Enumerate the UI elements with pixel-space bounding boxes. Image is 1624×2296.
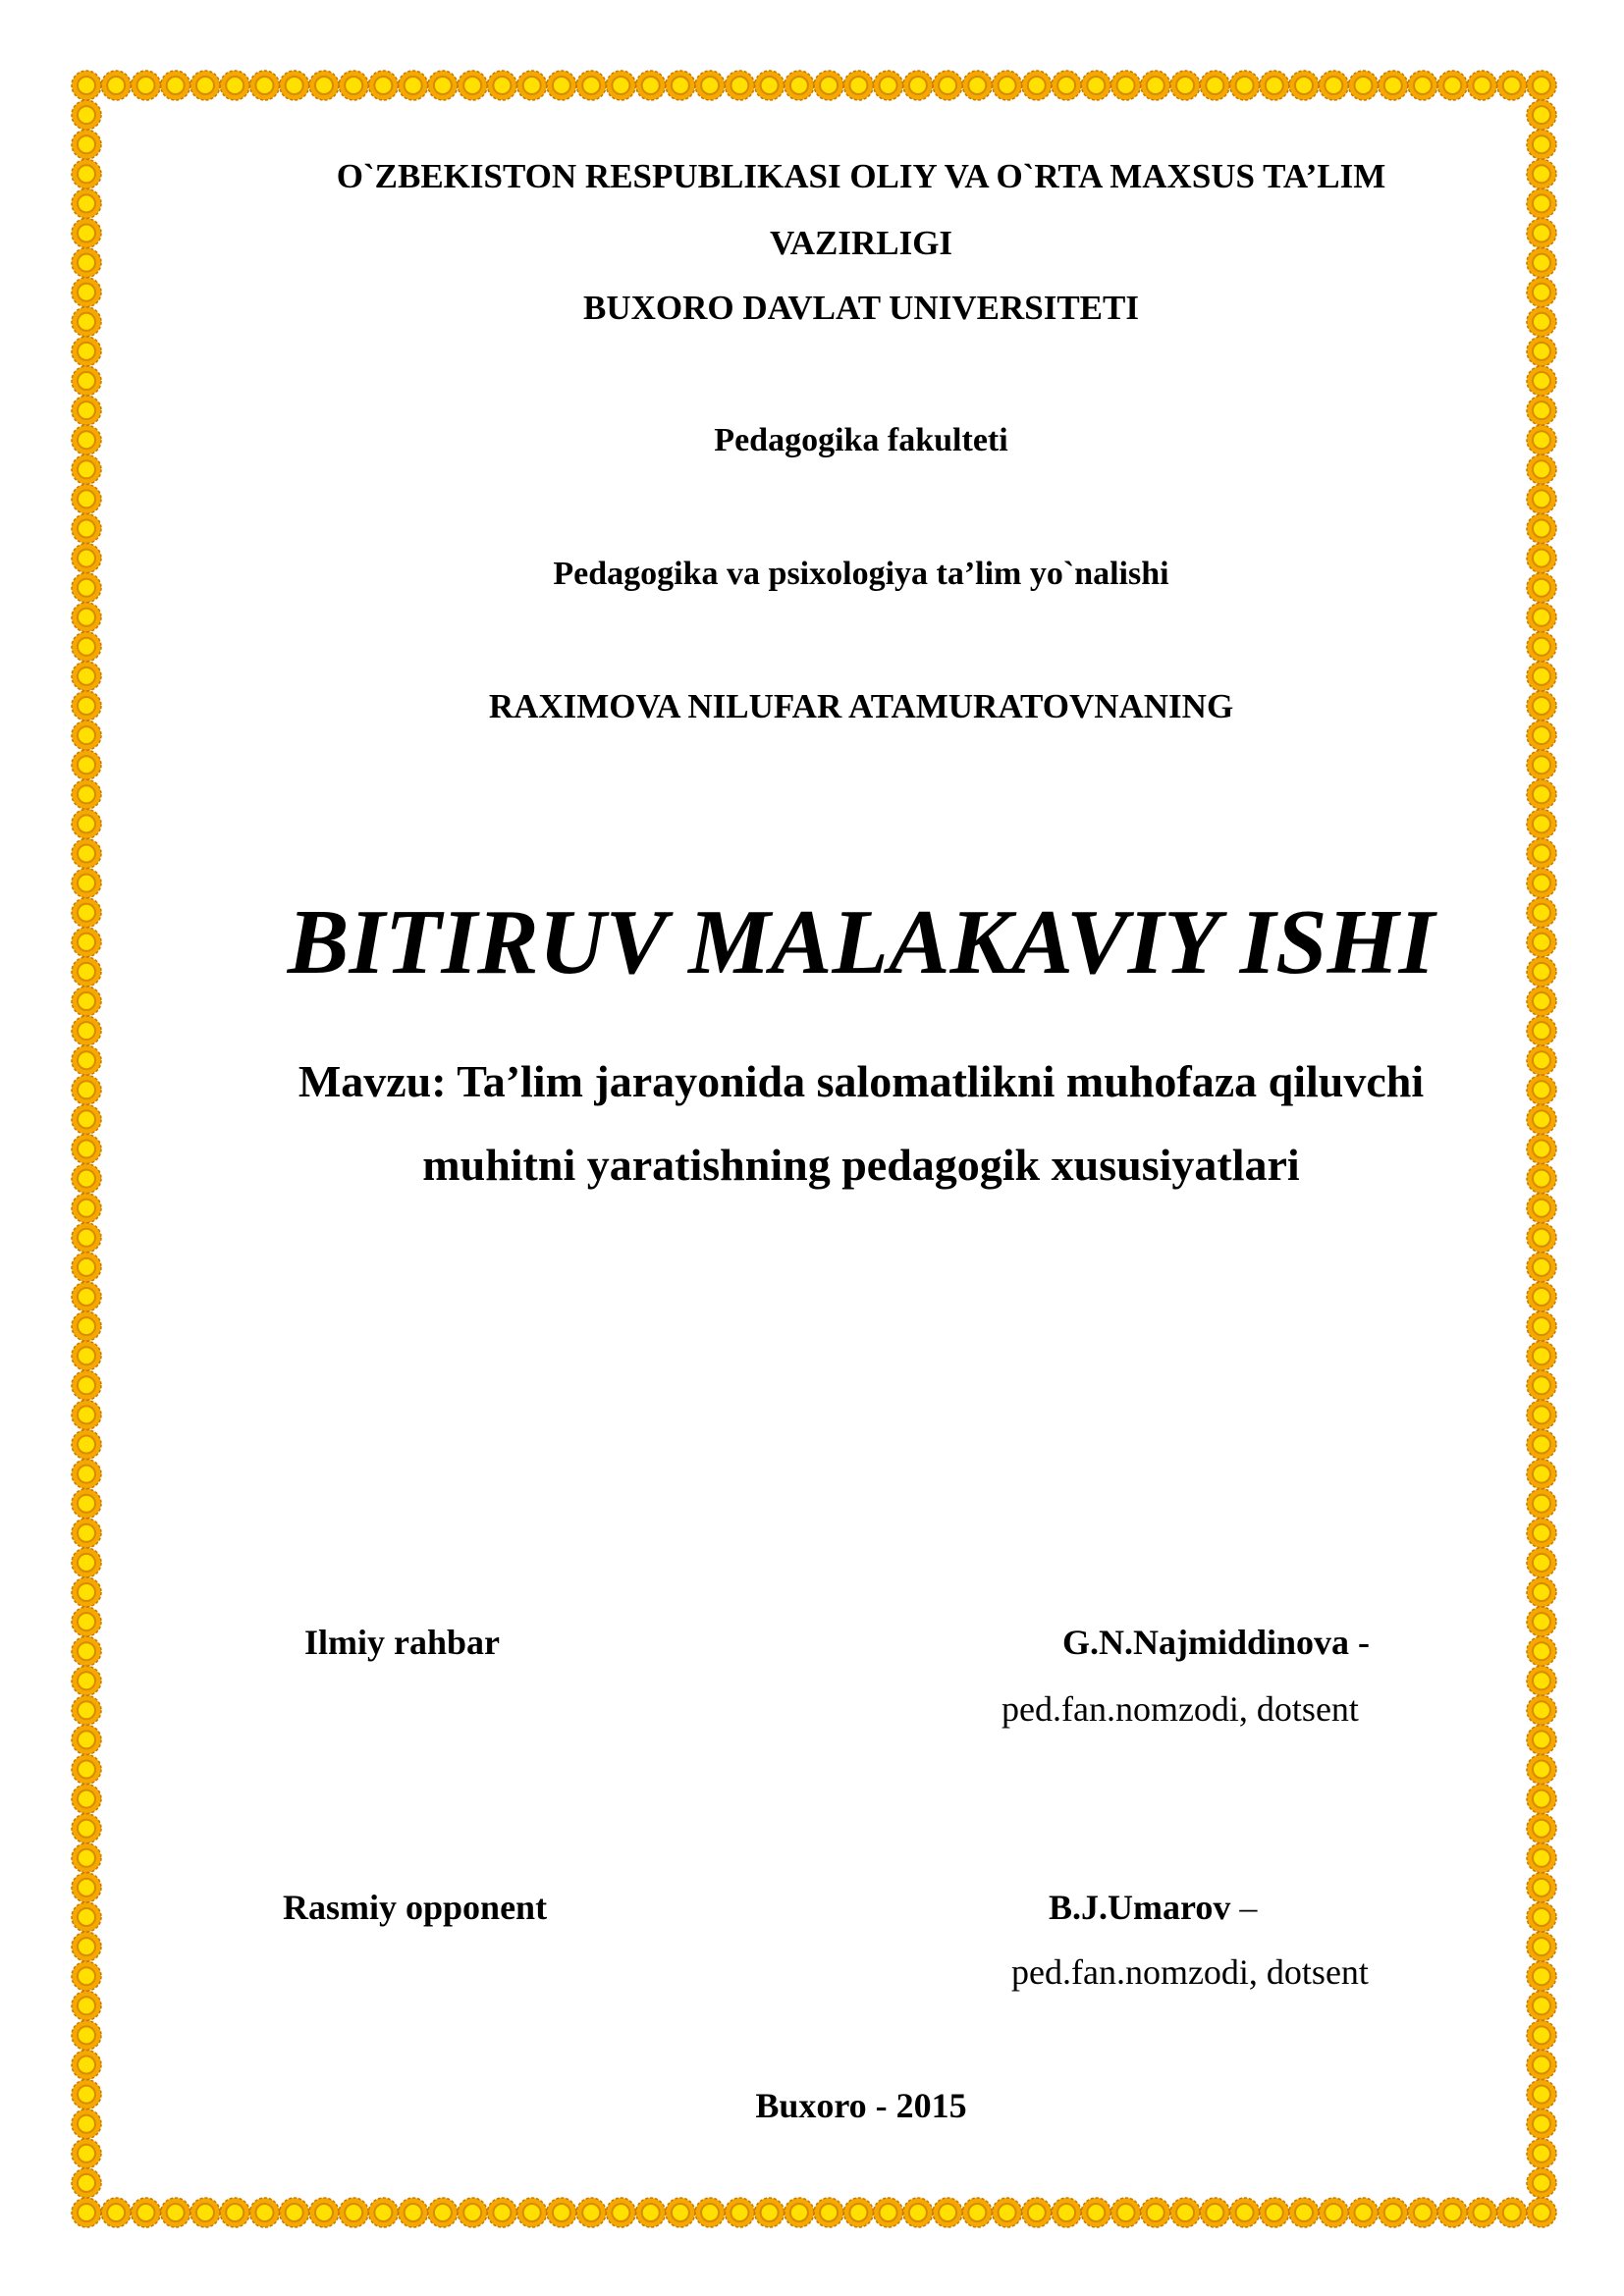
sun-icon — [933, 71, 962, 100]
sun-icon — [755, 71, 785, 100]
document-type-title: BITIRUV MALAKAVIY ISHI — [287, 891, 1435, 993]
sun-icon — [72, 1725, 101, 1754]
sun-icon — [101, 71, 131, 100]
sun-icon — [547, 71, 576, 100]
sun-icon — [1527, 1548, 1556, 1577]
sun-icon — [72, 809, 101, 838]
sun-icon — [428, 2198, 458, 2227]
sun-icon — [72, 1607, 101, 1636]
sun-icon — [1437, 2198, 1467, 2227]
sun-icon — [1111, 2198, 1141, 2227]
sun-icon — [1349, 2198, 1379, 2227]
sun-icon — [72, 1223, 101, 1253]
sun-icon — [814, 71, 843, 100]
sun-icon — [636, 71, 666, 100]
sun-icon — [1289, 71, 1319, 100]
sun-icon — [72, 1194, 101, 1223]
sun-icon — [1022, 71, 1052, 100]
sun-icon — [1527, 1400, 1556, 1429]
sun-icon — [72, 1341, 101, 1370]
sun-icon — [1527, 1843, 1556, 1873]
city-year: Buxoro - 2015 — [755, 2086, 967, 2125]
sun-icon — [1527, 632, 1556, 662]
sun-icon — [1527, 1785, 1556, 1814]
sun-icon — [72, 1430, 101, 1460]
sun-icon — [339, 2198, 368, 2227]
sun-icon — [636, 2198, 666, 2227]
sun-icon — [725, 2198, 754, 2227]
sun-icon — [962, 71, 992, 100]
sun-icon — [72, 1873, 101, 1902]
sun-icon — [576, 2198, 606, 2227]
sun-icon — [874, 71, 903, 100]
sun-icon — [132, 2198, 161, 2227]
sun-icon — [309, 2198, 339, 2227]
sun-icon — [517, 71, 547, 100]
sun-icon — [1527, 1961, 1556, 1991]
sun-icon — [1497, 2198, 1527, 2227]
sun-icon — [72, 2198, 101, 2227]
sun-icon — [399, 2198, 428, 2227]
sun-icon — [250, 2198, 280, 2227]
university-name: BUXORO DAVLAT UNIVERSITETI — [583, 289, 1139, 327]
sun-icon — [1349, 71, 1379, 100]
sun-icon — [72, 130, 101, 159]
sun-icon — [1527, 1666, 1556, 1695]
sun-icon — [72, 1548, 101, 1577]
sun-icon — [993, 2198, 1022, 2227]
sun-icon — [576, 71, 606, 100]
sun-icon — [785, 2198, 814, 2227]
sun-icon — [487, 71, 516, 100]
supervisor-name: G.N.Najmiddinova - — [1062, 1623, 1371, 1662]
topic-line-2: muhitni yaratishning pedagogik xususiyatlari — [422, 1140, 1300, 1190]
sun-icon — [1527, 1725, 1556, 1754]
opponent-name: B.J.Umarov — [1049, 1888, 1231, 1927]
sun-icon — [1527, 750, 1556, 779]
sun-icon — [1527, 366, 1556, 396]
sun-icon — [1497, 71, 1527, 100]
sun-icon — [666, 71, 695, 100]
sun-icon — [666, 2198, 695, 2227]
supervisor-role: Ilmiy rahbar — [304, 1623, 501, 1662]
ministry-line-2: VAZIRLIGI — [769, 224, 953, 262]
sun-icon — [1527, 1932, 1556, 1961]
sun-icon — [101, 2198, 131, 2227]
sun-icon — [1081, 2198, 1110, 2227]
sun-icon — [72, 1282, 101, 1311]
opponent-name-line — [1049, 1887, 1257, 1928]
sun-icon — [72, 71, 101, 100]
sun-icon — [72, 2139, 101, 2168]
sun-icon — [1527, 779, 1556, 809]
sun-icon — [1408, 2198, 1437, 2227]
sun-icon — [1527, 1814, 1556, 1843]
sun-icon — [1379, 71, 1408, 100]
sun-icon — [339, 71, 368, 100]
sun-icon — [399, 71, 428, 100]
sun-icon — [1527, 1755, 1556, 1785]
sun-icon — [1527, 2051, 1556, 2080]
sun-icon — [72, 337, 101, 366]
sun-icon — [487, 2198, 516, 2227]
sun-icon — [72, 396, 101, 425]
direction-name: Pedagogika va psixologiya ta’lim yo`nalishi — [553, 556, 1169, 592]
sun-icon — [190, 71, 220, 100]
sun-icon — [1141, 71, 1170, 100]
opponent-title: ped.fan.nomzodi, dotsent — [1011, 1952, 1369, 1992]
sun-icon — [1319, 71, 1348, 100]
sun-icon — [1527, 1016, 1556, 1045]
author-name: RAXIMOVA NILUFAR ATAMURATOVNANING — [488, 687, 1234, 725]
sun-icon — [1527, 1253, 1556, 1282]
sun-icon — [72, 1695, 101, 1725]
sun-icon — [72, 1104, 101, 1134]
sun-icon — [1527, 514, 1556, 544]
sun-icon — [1170, 71, 1200, 100]
sun-icon — [1527, 1695, 1556, 1725]
sun-icon — [72, 100, 101, 130]
sun-icon — [220, 71, 249, 100]
sun-icon — [72, 1843, 101, 1873]
sun-icon — [1022, 2198, 1052, 2227]
supervisor-title: ped.fan.nomzodi, dotsent — [1001, 1689, 1359, 1729]
sun-icon — [72, 603, 101, 632]
sun-icon — [72, 1636, 101, 1666]
sun-icon — [72, 1666, 101, 1695]
opponent-dash: – — [1230, 1888, 1258, 1927]
sun-icon — [72, 1460, 101, 1489]
sun-icon — [1289, 2198, 1319, 2227]
sun-icon — [843, 2198, 873, 2227]
sun-icon — [1527, 1636, 1556, 1666]
sun-icon — [1527, 1489, 1556, 1519]
sun-icon — [1527, 1311, 1556, 1341]
sun-icon — [843, 71, 873, 100]
sun-icon — [1052, 71, 1081, 100]
sun-icon — [280, 2198, 309, 2227]
sun-icon — [1527, 809, 1556, 838]
sun-icon — [1527, 839, 1556, 869]
sun-icon — [903, 2198, 933, 2227]
sun-icon — [428, 71, 458, 100]
sun-icon — [1527, 1902, 1556, 1932]
sun-icon — [1408, 71, 1437, 100]
sun-icon — [517, 2198, 547, 2227]
sun-icon — [1527, 2168, 1556, 2198]
sun-icon — [72, 484, 101, 513]
sun-icon — [72, 779, 101, 809]
sun-icon — [1200, 2198, 1229, 2227]
sun-icon — [72, 1814, 101, 1843]
sun-icon — [785, 71, 814, 100]
sun-icon — [606, 2198, 635, 2227]
sun-icon — [1081, 71, 1110, 100]
sun-icon — [874, 2198, 903, 2227]
sun-icon — [1230, 71, 1260, 100]
sun-icon — [190, 2198, 220, 2227]
sun-icon — [1527, 484, 1556, 513]
sun-icon — [1527, 2198, 1556, 2227]
sun-icon — [755, 2198, 785, 2227]
sun-icon — [725, 71, 754, 100]
sun-icon — [72, 750, 101, 779]
sun-icon — [1527, 1104, 1556, 1134]
sun-icon — [1527, 2020, 1556, 2050]
faculty-name: Pedagogika fakulteti — [714, 422, 1008, 458]
opponent-role: Rasmiy opponent — [283, 1888, 548, 1927]
sun-icon — [933, 2198, 962, 2227]
sun-icon — [72, 1489, 101, 1519]
sun-icon — [250, 71, 280, 100]
sun-icon — [1527, 71, 1556, 100]
sun-icon — [72, 2168, 101, 2198]
sun-icon — [547, 2198, 576, 2227]
sun-icon — [606, 71, 635, 100]
sun-icon — [72, 1370, 101, 1400]
sun-icon — [1230, 2198, 1260, 2227]
sun-icon — [72, 1519, 101, 1548]
sun-icon — [1527, 1577, 1556, 1607]
sun-icon — [1141, 2198, 1170, 2227]
sun-icon — [1111, 71, 1141, 100]
sun-icon — [161, 2198, 190, 2227]
sun-icon — [280, 71, 309, 100]
sun-icon — [72, 1400, 101, 1429]
sun-icon — [132, 71, 161, 100]
sun-icon — [1527, 396, 1556, 425]
sun-icon — [72, 1755, 101, 1785]
sun-icon — [1170, 2198, 1200, 2227]
sun-icon — [1527, 100, 1556, 130]
sun-icon — [1527, 130, 1556, 159]
sun-icon — [1468, 2198, 1497, 2227]
sun-icon — [458, 71, 487, 100]
sun-icon — [1527, 1873, 1556, 1902]
sun-icon — [1468, 71, 1497, 100]
sun-icon — [309, 71, 339, 100]
sun-icon — [72, 632, 101, 662]
sun-icon — [1437, 71, 1467, 100]
sun-icon — [72, 1016, 101, 1045]
sun-icon — [695, 2198, 725, 2227]
sun-icon — [72, 514, 101, 544]
ministry-line-1: O`ZBEKISTON RESPUBLIKASI OLIY VA O`RTA MAXSUS TA’LIM — [336, 157, 1386, 195]
sun-icon — [1200, 71, 1229, 100]
sun-icon — [1260, 2198, 1289, 2227]
sun-icon — [993, 71, 1022, 100]
sun-icon — [161, 71, 190, 100]
sun-icon — [962, 2198, 992, 2227]
sun-icon — [72, 1577, 101, 1607]
sun-icon — [1527, 337, 1556, 366]
sun-icon — [1527, 1370, 1556, 1400]
sun-icon — [903, 71, 933, 100]
sun-icon — [1527, 1341, 1556, 1370]
sun-icon — [1527, 1607, 1556, 1636]
sun-icon — [1527, 1519, 1556, 1548]
sun-icon — [458, 2198, 487, 2227]
sun-icon — [72, 2051, 101, 2080]
sun-icon — [1527, 1194, 1556, 1223]
topic-line-1: Mavzu: Ta’lim jarayonida salomatlikni muhofaza qiluvchi — [298, 1056, 1425, 1106]
sun-icon — [1527, 603, 1556, 632]
sun-icon — [1527, 1282, 1556, 1311]
sun-icon — [72, 1785, 101, 1814]
sun-icon — [72, 2020, 101, 2050]
sun-icon — [220, 2198, 249, 2227]
sun-icon — [695, 71, 725, 100]
sun-icon — [1527, 1223, 1556, 1253]
sun-icon — [72, 1961, 101, 1991]
sun-icon — [72, 1311, 101, 1341]
sun-icon — [1527, 2139, 1556, 2168]
sun-icon — [1319, 2198, 1348, 2227]
sun-icon — [1379, 2198, 1408, 2227]
sun-icon — [1527, 1460, 1556, 1489]
sun-icon — [72, 1902, 101, 1932]
sun-icon — [1527, 1430, 1556, 1460]
sun-icon — [72, 1991, 101, 2020]
sun-icon — [72, 1253, 101, 1282]
sun-icon — [72, 366, 101, 396]
sun-icon — [814, 2198, 843, 2227]
sun-icon — [72, 839, 101, 869]
sun-icon — [1052, 2198, 1081, 2227]
sun-icon — [368, 2198, 398, 2227]
sun-icon — [72, 1932, 101, 1961]
sun-icon — [1260, 71, 1289, 100]
sun-icon — [1527, 1991, 1556, 2020]
sun-icon — [368, 71, 398, 100]
